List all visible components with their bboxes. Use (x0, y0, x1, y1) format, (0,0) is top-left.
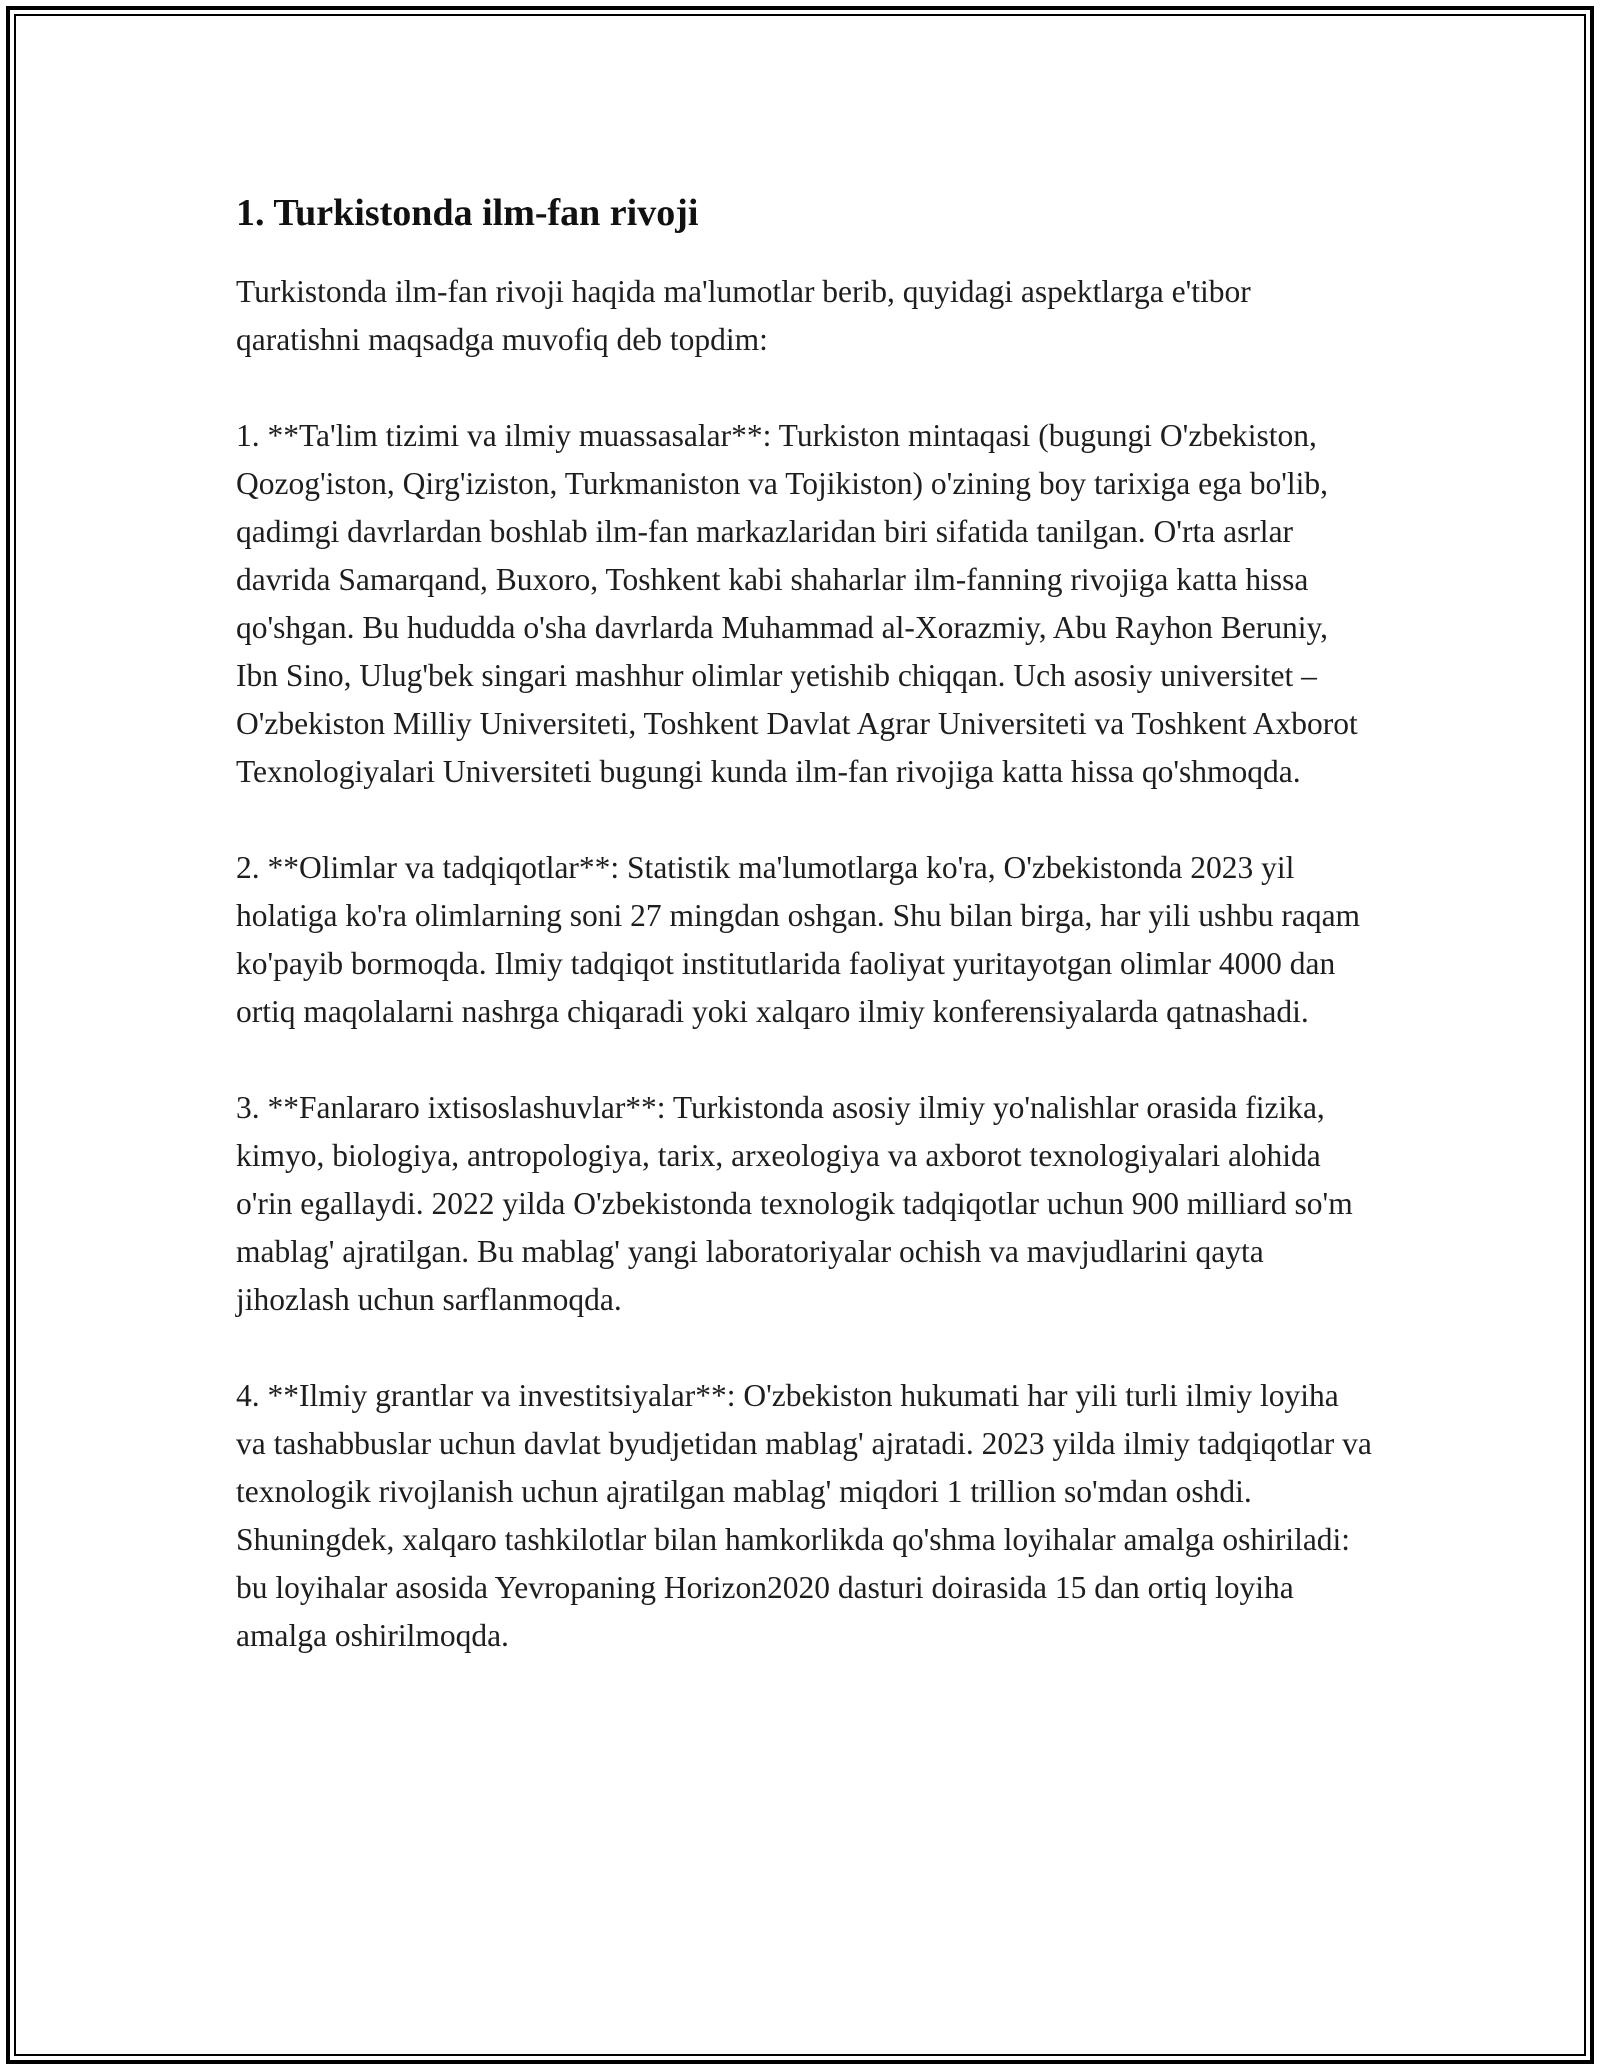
list-item-education: 1. **Ta'lim tizimi va ilmiy muassasalar**: Turkiston mintaqasi (bugungi O'zbekiston, Qozog'iston, Qirg'iziston, Turkmaniston va Tojikiston) o'zining boy tarixiga ega bo'lib, qadimgi davrlardan boshlab ilm-fan markazlaridan biri sifatida tanilgan. O'rta asrlar davrida Samarqand, Buxoro, Toshkent kabi shaharlar ilm-fanning rivojiga katta hissa qo'shgan. Bu hududda o'sha davrlarda Muhammad al-Xorazmiy, Abu Rayhon Beruniy, Ibn Sino, Ulug'bek singari mashhur olimlar yetishib chiqqan. Uch asosiy universitet – O'zbekiston Milliy Universiteti, Toshkent Davlat Agrar Universiteti va Toshkent Axborot Texnologiyalari Universiteti bugungi kunda ilm-fan rivojiga katta hissa qo'shmoqda. (236, 418, 1358, 789)
document-body (236, 188, 1376, 1708)
list-item-scientists: 2. **Olimlar va tadqiqotlar**: Statistik ma'lumotlarga ko'ra, O'zbekistonda 2023 yil holatiga ko'ra olimlarning soni 27 mingdan oshgan. Shu bilan birga, har yili ushbu raqam ko'payib bormoqda. Ilmiy tadqiqot institutlarida faoliyat yuritayotgan olimlar 4000 dan ortiq maqolalarni nashrga chiqaradi yoki xalqaro ilmiy konferensiyalarda qatnashadi. (236, 850, 1361, 1029)
list-item-specializations: 3. **Fanlararo ixtisoslashuvlar**: Turkistonda asosiy ilmiy yo'nalishlar orasida fizika, kimyo, biologiya, antropologiya, tarix, arxeologiya va axborot texnologiyalari alohida o'rin egallaydi. 2022 yilda O'zbekistonda texnologik tadqiqotlar uchun 900 milliard so'm mablag' ajratilgan. Bu mablag' yangi laboratoriyalar ochish va mavjudlarini qayta jihozlash uchun sarflanmoqda. (236, 1090, 1353, 1317)
intro-paragraph: Turkistonda ilm-fan rivoji haqida ma'lumotlar berib, quyidagi aspektlarga e'tibor qaratishni maqsadga muvofiq deb topdim: (236, 274, 1251, 357)
document-title: 1. Turkistonda ilm-fan rivoji (236, 192, 699, 234)
list-item-grants: 4. **Ilmiy grantlar va investitsiyalar**: O'zbekiston hukumati har yili turli ilmiy loyiha va tashabbuslar uchun davlat byudjetidan mablag' ajratadi. 2023 yilda ilmiy tadqiqotlar va texnologik rivojlanish uchun ajratilgan mablag' miqdori 1 trillion so'mdan oshdi. Shuningdek, xalqaro tashkilotlar bilan hamkorlikda qo'shma loyihalar amalga oshiriladi: bu loyihalar asosida Yevropaning Horizon2020 dasturi doirasida 15 dan ortiq loyiha amalga oshirilmoqda. (236, 1378, 1372, 1653)
